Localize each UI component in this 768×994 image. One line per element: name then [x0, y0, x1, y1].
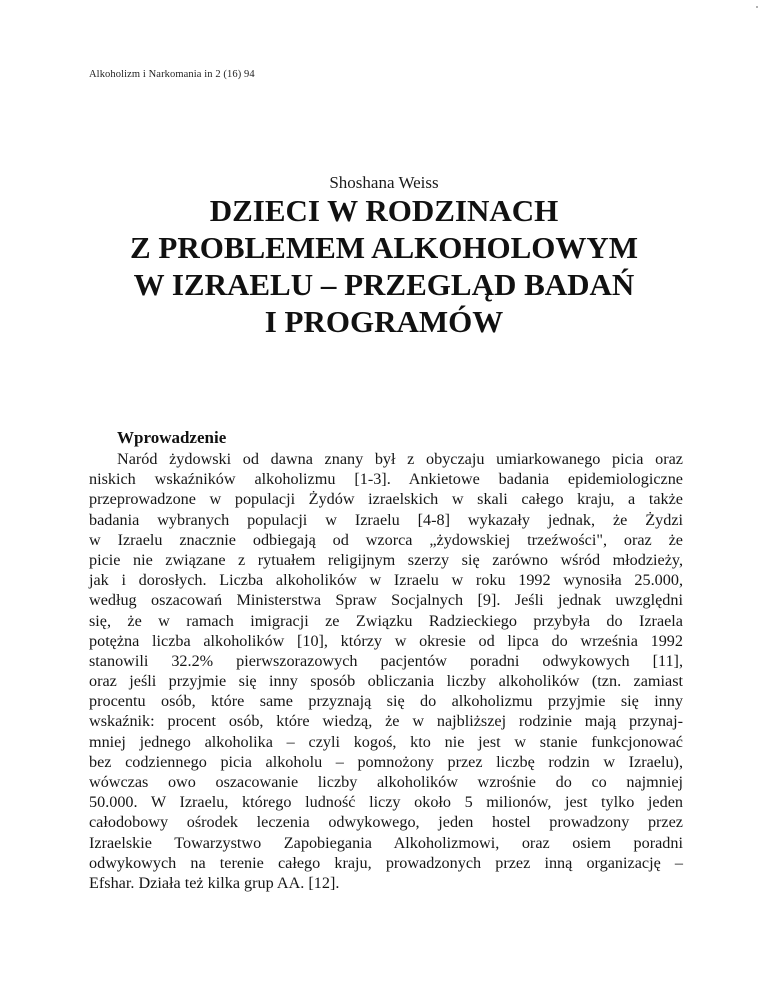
paragraph-line: w Izraelu znacznie odbiegają od wzorca „żydowskiej trzeźwości", oraz że [89, 530, 683, 549]
paragraph-line: procentu osób, które same przyznają się do alkoholizmu przyjmie się inny [89, 692, 683, 711]
paragraph-line: oraz jeśli przyjmie się inny sposób obliczania liczby alkoholików (tzn. zamiast [89, 672, 683, 691]
paragraph-line: mniej jednego alkoholika – czyli kogoś, kto nie jest w stanie funkcjonować [89, 732, 683, 751]
article-title [60, 192, 708, 340]
running-header: Alkoholizm i Narkomania in 2 (16) 94 [89, 69, 255, 80]
author-name: Shoshana Weiss [329, 173, 439, 192]
paragraph-line: odwykowych na terenie całego kraju, prowadzonych przez inną organizację – [89, 853, 683, 872]
section-heading: Wprowadzenie [117, 428, 227, 447]
paragraph-line: picie nie związane z rytuałem religijnym szerzy się zarówno wśród młodzieży, [89, 550, 683, 569]
scan-artifact-dot [756, 6, 758, 8]
paragraph-line: Izraelskie Towarzystwo Zapobiegania Alkoholizmowi, oraz osiem poradni [89, 833, 683, 852]
paragraph-line: wówczas owo oszacowanie liczby alkoholików wzrośnie do co najmniej [89, 773, 683, 791]
paragraph-line: Efshar. Działa też kilka grup AA. [12]. [89, 873, 340, 892]
paragraph-line: potężna liczba alkoholików [10], którzy w okresie od lipca do września 1992 [89, 631, 683, 650]
paragraph-line: bez codziennego picia alkoholu – pomnożony przez liczbę rodzin w Izraelu), [89, 752, 683, 771]
paragraph-line: niskich wskaźników alkoholizmu [1-3]. Ankietowe badania epidemiologiczne [89, 470, 683, 489]
title-line: W IZRAELU – PRZEGLĄD BADAŃ [133, 267, 635, 302]
paragraph-line: całodobowy ośrodek leczenia odwykowego, jeden hostel prowadzony przez [89, 813, 683, 832]
paragraph-line: przeprowadzone w populacji Żydów izraelskich w skali całego kraju, a także [89, 490, 683, 509]
paragraph-line: 50.000. W Izraelu, którego ludność liczy około 5 milionów, jest tylko jeden [89, 793, 683, 812]
paragraph-line: stanowili 32.2% pierwszorazowych pacjentów poradni odwykowych [11], [89, 651, 683, 670]
body-paragraph [89, 449, 683, 893]
paragraph-line: według oszacowań Ministerstwa Spraw Socjalnych [9]. Jeśli jednak uwzględni [89, 591, 683, 610]
paragraph-line: badania wybranych populacji w Izraelu [4-8] wykazały jednak, że Żydzi [89, 510, 683, 529]
paragraph-line: się, że w ramach imigracji ze Związku Radzieckiego przybyła do Izraela [89, 611, 683, 630]
title-line: Z PROBLEMEM ALKOHOLOWYM [129, 230, 639, 265]
title-line: I PROGRAMÓW [264, 304, 504, 339]
paragraph-line: wskaźnik: procent osób, które wiedzą, że w najbliższej rodzinie mają przynaj- [89, 712, 683, 731]
paragraph-line: Naród żydowski od dawna znany był z obyczaju umiarkowanego picia oraz [117, 450, 683, 468]
paragraph-line: jak i dorosłych. Liczba alkoholików w Izraelu w roku 1992 wynosiła 25.000, [89, 571, 683, 590]
title-line: DZIECI W RODZINACH [209, 193, 559, 228]
